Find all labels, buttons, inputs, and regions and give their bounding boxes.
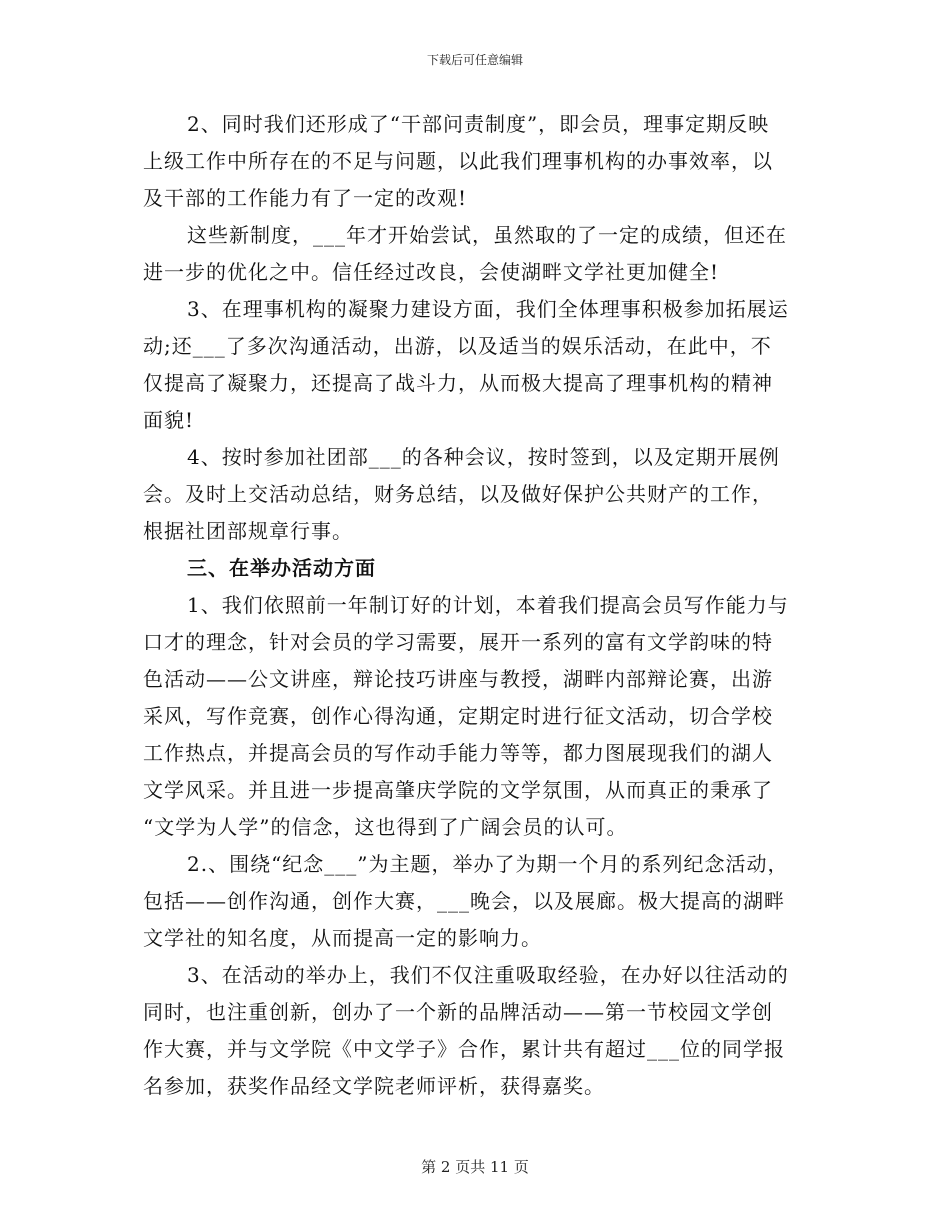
section-heading: 三、在举办活动方面	[187, 556, 376, 580]
body-line-11: 会。及时上交活动总结，财务总结，以及做好保护公共财产的工作，	[143, 482, 773, 506]
body-line-15: 口才的理念，针对会员的学习需要，展开一系列的富有文学韵味的特	[143, 630, 773, 654]
page-header: 下载后可任意编辑	[426, 53, 523, 67]
body-line-16: 色活动——公文讲座，辩论技巧讲座与教授，湖畔内部辩论赛，出游	[143, 667, 773, 691]
body-line-8: 仅提高了凝聚力，还提高了战斗力，从而极大提高了理事机构的精神	[143, 371, 773, 395]
body-line-7: 动;还___了多次沟通活动，出游，以及适当的娱乐活动，在此中，不	[143, 334, 772, 358]
document-body	[143, 106, 819, 1105]
body-line-14: 1、我们依照前一年制订好的计划，本着我们提高会员写作能力与	[187, 593, 789, 617]
body-line-23: 文学社的知名度，从而提高一定的影响力。	[143, 926, 542, 950]
body-line-10: 4、按时参加社团部___的各种会议，按时签到，以及定期开展例	[187, 445, 780, 469]
body-line-22: 包括——创作沟通，创作大赛，___晚会，以及展廊。极大提高的湖畔	[143, 889, 785, 913]
body-line-24: 3、在活动的举办上，我们不仅注重吸取经验，在办好以往活动的	[187, 963, 789, 987]
body-line-20: “文学为人学”的信念，这也得到了广阔会员的认可。	[143, 815, 628, 839]
body-line-19: 文学风采。并且进一步提高肇庆学院的文学氛围，从而真正的秉承了	[143, 778, 773, 802]
body-line-5: 进一步的优化之中。信任经过改良，会使湖畔文学社更加健全!	[143, 260, 720, 284]
body-line-9: 面貌!	[143, 408, 195, 432]
body-line-18: 工作热点，并提高会员的写作动手能力等等，都力图展现我们的湖人	[143, 741, 773, 765]
body-line-26: 作大赛，并与文学院《中文学子》合作，累计共有超过___位的同学报	[143, 1037, 785, 1061]
page-footer: 第 2 页共 11 页	[421, 1158, 529, 1176]
body-line-21: 2.、围绕“纪念___”为主题，举办了为期一个月的系列纪念活动，	[187, 852, 789, 876]
body-line-25: 同时，也注重创新，创办了一个新的品牌活动——第一节校园文学创	[143, 1000, 773, 1024]
body-line-1: 2、同时我们还形成了“干部问责制度”，即会员，理事定期反映	[187, 112, 770, 136]
body-line-17: 采风，写作竞赛，创作心得沟通，定期定时进行征文活动，切合学校	[143, 704, 773, 728]
body-line-2: 上级工作中所存在的不足与问题，以此我们理事机构的办事效率，以	[143, 149, 773, 173]
body-line-4: 这些新制度，___年才开始尝试，虽然取的了一定的成绩，但还在	[187, 223, 787, 247]
body-line-3: 及干部的工作能力有了一定的改观!	[143, 186, 468, 210]
body-line-6: 3、在理事机构的凝聚力建设方面，我们全体理事积极参加拓展运	[187, 297, 789, 321]
body-line-27: 名参加，获奖作品经文学院老师评析，获得嘉奖。	[143, 1074, 605, 1098]
body-line-12: 根据社团部规章行事。	[143, 519, 353, 543]
